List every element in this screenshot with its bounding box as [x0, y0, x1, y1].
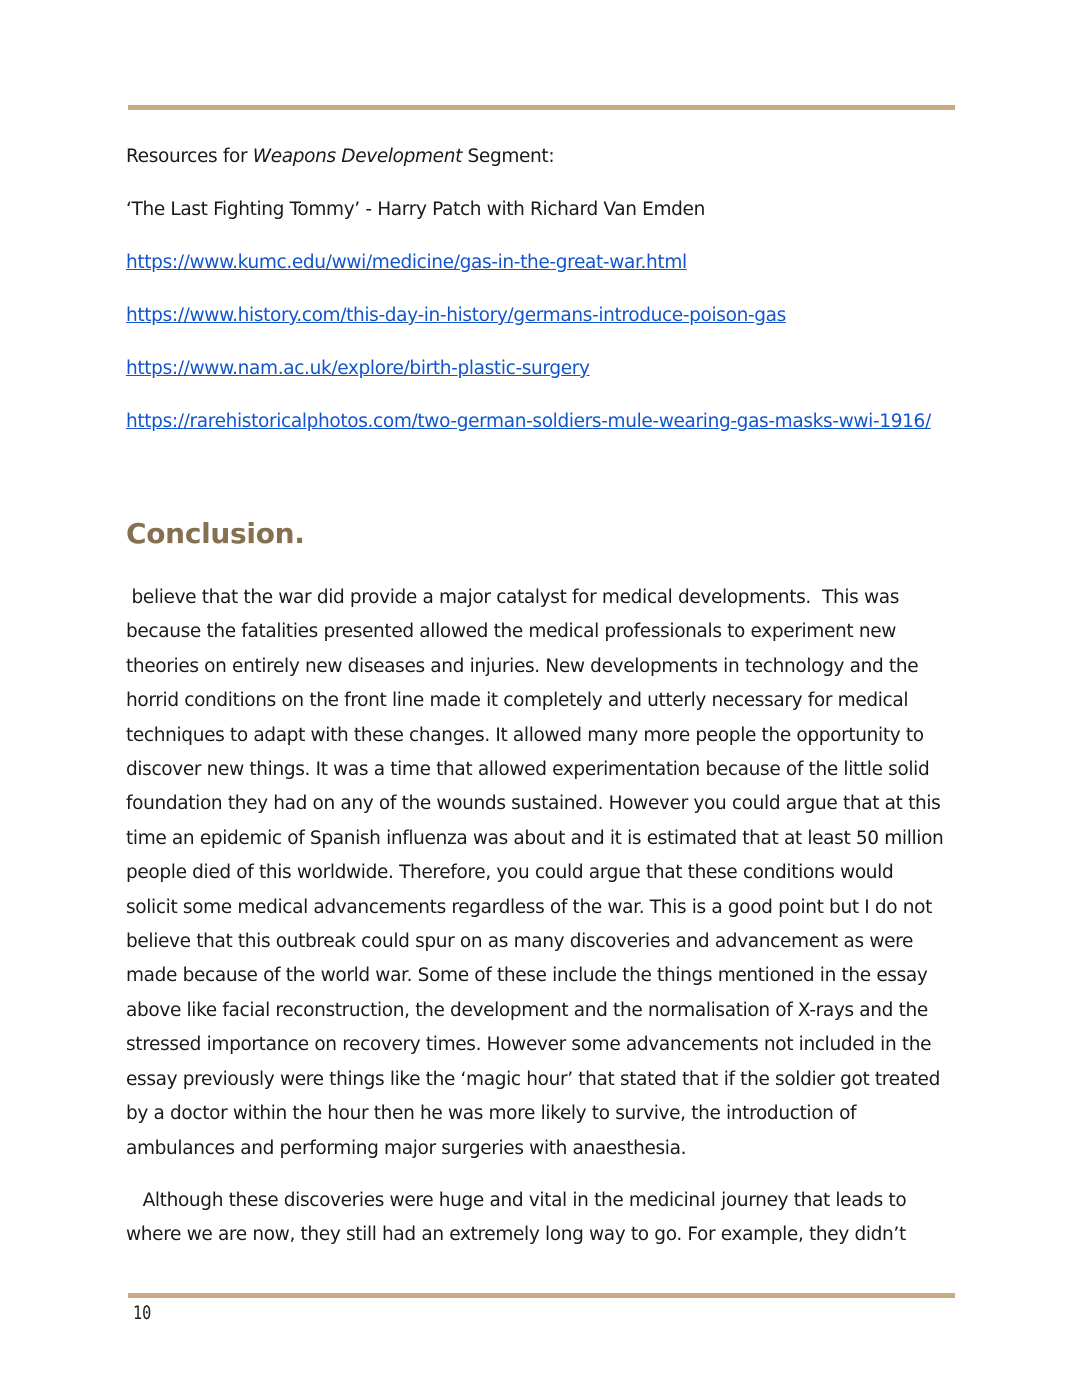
conclusion-paragraph-2 [126, 1184, 956, 1253]
resources-label-prefix: Resources for [126, 146, 253, 167]
paragraph-line: people died of this worldwide. Therefore, you could argue that these conditions would [126, 862, 894, 884]
paragraph-line: ambulances and performing major surgeries with anaesthesia. [126, 1137, 687, 1159]
resources-label-suffix: Segment: [462, 146, 555, 167]
paragraph-line: stressed importance on recovery times. However some advancements not included in the [126, 1034, 932, 1056]
paragraph-line: made because of the world war. Some of these include the things mentioned in the essay [126, 965, 928, 987]
resource-link-rarehistoricalphotos[interactable]: https://rarehistoricalphotos.com/two-german-soldiers-mule-wearing-gas-masks-wwi-1916/ [126, 411, 931, 432]
footer-rule [128, 1293, 955, 1298]
paragraph-line: where we are now, they still had an extremely long way to go. For example, they didn’t [126, 1224, 906, 1246]
paragraph-line: discover new things. It was a time that allowed experimentation because of the little solid [126, 759, 930, 781]
header-rule [128, 105, 955, 110]
paragraph-line: believe that this outbreak could spur on as many discoveries and advancement as were [126, 931, 914, 953]
paragraph-line: theories on entirely new diseases and injuries. New developments in technology and the [126, 655, 919, 677]
conclusion-paragraph-1 [126, 581, 956, 1166]
paragraph-line: Although these discoveries were huge and vital in the medicinal journey that leads to [126, 1190, 907, 1211]
paragraph-line: horrid conditions on the front line made it completely and utterly necessary for medical [126, 690, 909, 712]
paragraph-line: solicit some medical advancements regardless of the war. This is a good point but I do not [126, 896, 933, 918]
resources-label [126, 145, 554, 169]
paragraph-line: foundation they had on any of the wounds sustained. However you could argue that at this [126, 793, 941, 815]
resources-label-segment: Weapons Development [252, 146, 462, 167]
paragraph-line: by a doctor within the hour then he was more likely to survive, the introduction of [126, 1103, 857, 1125]
paragraph-line: essay previously were things like the ‘magic hour’ that stated that if the soldier got treated [126, 1068, 940, 1090]
resource-link-kumc[interactable]: https://www.kumc.edu/wwi/medicine/gas-in-the-great-war.html [126, 252, 687, 273]
paragraph-line: because the fatalities presented allowed the medical professionals to experiment new [126, 621, 897, 643]
conclusion-heading: Conclusion. [126, 517, 305, 550]
resource-link-history[interactable]: https://www.history.com/this-day-in-history/germans-introduce-poison-gas [126, 305, 786, 326]
resource-book: ‘The Last Fighting Tommy’ - Harry Patch with Richard Van Emden [126, 199, 705, 220]
paragraph-line: techniques to adapt with these changes. It allowed many more people the opportunity to [126, 724, 924, 746]
paragraph-line: believe that the war did provide a major catalyst for medical developments. This was [126, 587, 900, 608]
page-number: 10 [133, 1302, 152, 1324]
paragraph-line: above like facial reconstruction, the development and the normalisation of X-rays and the [126, 999, 928, 1021]
paragraph-line: time an epidemic of Spanish influenza was about and it is estimated that at least 50 million [126, 827, 944, 849]
resource-link-nam[interactable]: https://www.nam.ac.uk/explore/birth-plastic-surgery [126, 358, 590, 379]
